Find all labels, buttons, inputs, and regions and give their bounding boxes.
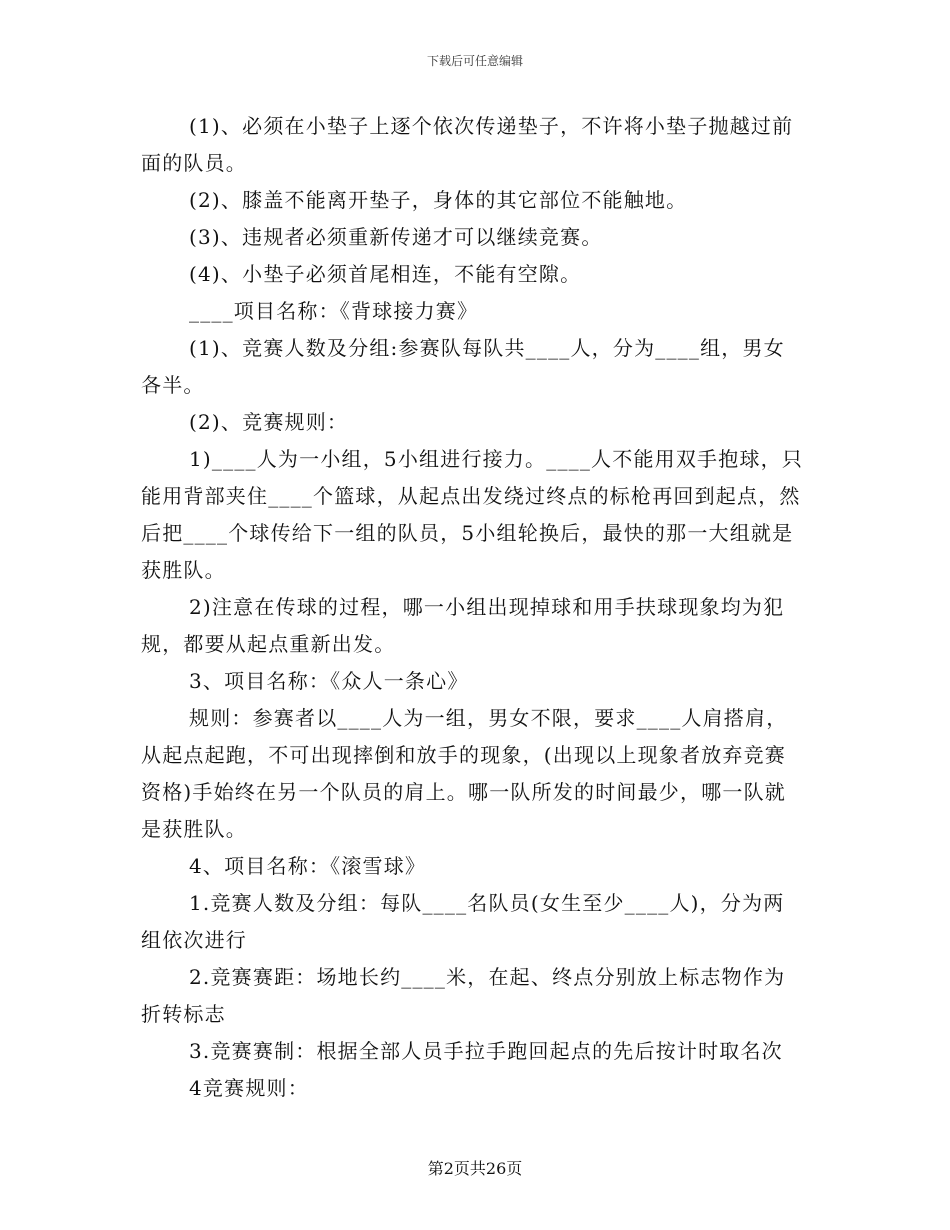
page-number: 第2页共26页 bbox=[427, 1159, 523, 1178]
paragraph-relay-rule-1: 1)____人为一小组，5小组进行接力。____人不能用双手抱球，只能用背部夹住____个篮球，从起点出发绕过终点的标枪再回到起点，然后把____个球传给下一组的队员，5小组轮换后，最快的那一大组就是获胜队。 bbox=[141, 447, 804, 582]
document-body bbox=[141, 108, 805, 1107]
section-title-one-heart: 3、项目名称：《众人一条心》 bbox=[189, 669, 469, 693]
page-header-note: 下载后可任意编辑 bbox=[426, 54, 523, 68]
paragraph-snowball-rules: 4竞赛规则： bbox=[189, 1076, 309, 1100]
paragraph-snowball-distance: 2.竞赛赛距：场地长约____米，在起、终点分别放上标志物作为折转标志 bbox=[141, 965, 786, 1026]
paragraph-one-heart-rule: 规则：参赛者以____人为一组，男女不限，要求____人肩搭肩，从起点起跑，不可出现摔倒和放手的现象，(出现以上现象者放弃竞赛资格)手始终在另一个队员的肩上。哪一队所发的时间最少，哪一队就是获胜队。 bbox=[141, 706, 788, 841]
paragraph-rule-4: (4)、小垫子必须首尾相连，不能有空隙。 bbox=[189, 262, 582, 286]
paragraph-snowball-team: 1.竞赛人数及分组：每队____名队员(女生至少____人)，分为两组依次进行 bbox=[141, 891, 785, 952]
paragraph-rule-1: (1)、必须在小垫子上逐个依次传递垫子，不许将小垫子抛越过前面的队员。 bbox=[141, 114, 794, 175]
paragraph-rule-2: (2)、膝盖不能离开垫子，身体的其它部位不能触地。 bbox=[189, 188, 688, 212]
section-title-snowball: 4、项目名称：《滚雪球》 bbox=[189, 854, 427, 878]
paragraph-snowball-format: 3.竞赛赛制：根据全部人员手拉手跑回起点的先后按计时取名次 bbox=[189, 1039, 783, 1063]
paragraph-rules-heading: (2)、竞赛规则： bbox=[189, 410, 349, 434]
section-title-back-ball-relay: ____项目名称：《背球接力赛》 bbox=[189, 299, 479, 323]
paragraph-team-size: (1)、竞赛人数及分组:参赛队每队共____人，分为____组，男女各半。 bbox=[141, 336, 785, 397]
paragraph-relay-rule-2: 2)注意在传球的过程，哪一小组出现掉球和用手扶球现象均为犯规，都要从起点重新出发。 bbox=[141, 595, 785, 656]
paragraph-rule-3: (3)、违规者必须重新传递才可以继续竞赛。 bbox=[189, 225, 603, 249]
